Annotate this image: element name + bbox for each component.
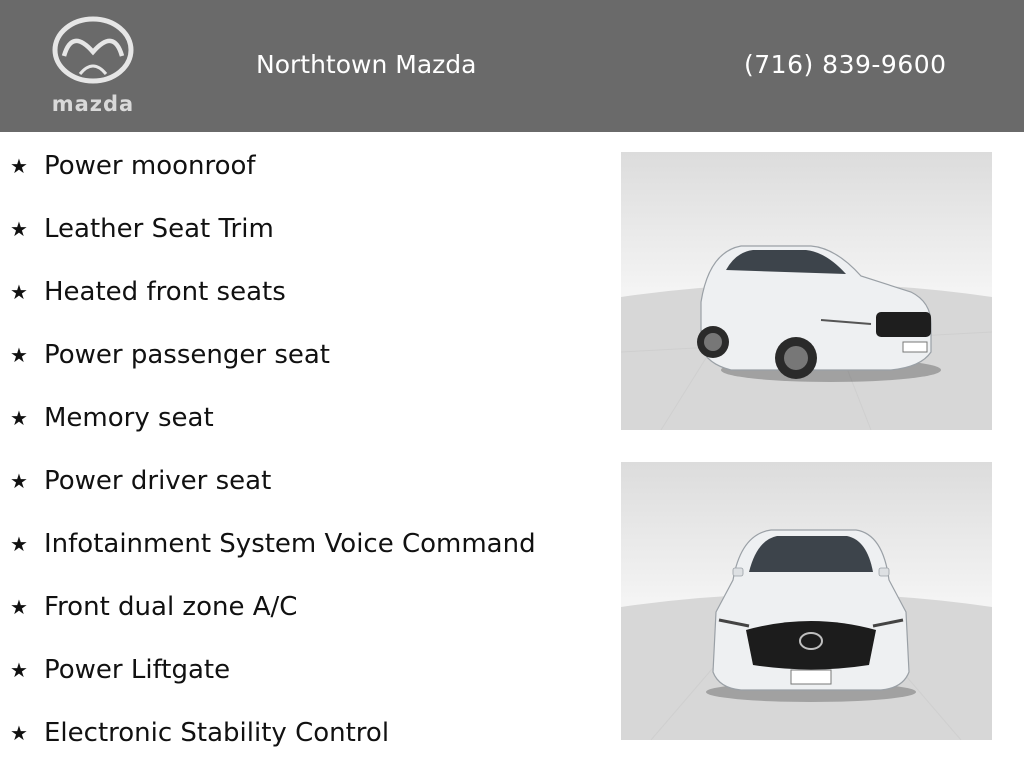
feature-label: Leather Seat Trim [44,214,274,244]
mazda-logo[interactable] [40,14,146,118]
feature-label: Front dual zone A/C [44,592,298,622]
star-icon: ★ [10,469,28,493]
star-icon: ★ [10,154,28,178]
feature-label: Heated front seats [44,277,286,307]
brand-wordmark: mazda [51,92,135,116]
feature-label: Power Liftgate [44,655,231,685]
feature-item [10,209,274,249]
vehicle-photo-side[interactable] [621,152,992,430]
feature-item [10,461,271,501]
vehicle-photo-front[interactable] [621,462,992,740]
star-icon: ★ [10,721,28,745]
star-icon: ★ [10,280,28,304]
feature-label: Infotainment System Voice Command [44,529,536,559]
star-icon: ★ [10,658,28,682]
feature-item [10,272,286,312]
feature-label: Power driver seat [44,466,272,496]
phone-number[interactable]: (716) 839-9600 [744,50,947,79]
mazda-emblem-icon [50,14,136,86]
feature-label: Power moonroof [44,151,256,181]
feature-item [10,398,214,438]
star-icon: ★ [10,406,28,430]
feature-item [10,335,330,375]
star-icon: ★ [10,217,28,241]
feature-label: Electronic Stability Control [44,718,390,748]
feature-item [10,524,536,564]
feature-item [10,146,256,186]
star-icon: ★ [10,532,28,556]
feature-label: Memory seat [44,403,214,433]
feature-item [10,713,389,753]
star-icon: ★ [10,595,28,619]
feature-item [10,587,297,627]
star-icon: ★ [10,343,28,367]
dealer-name: Northtown Mazda [256,50,477,79]
feature-label: Power passenger seat [44,340,330,370]
feature-item [10,650,230,690]
header [0,0,1024,132]
